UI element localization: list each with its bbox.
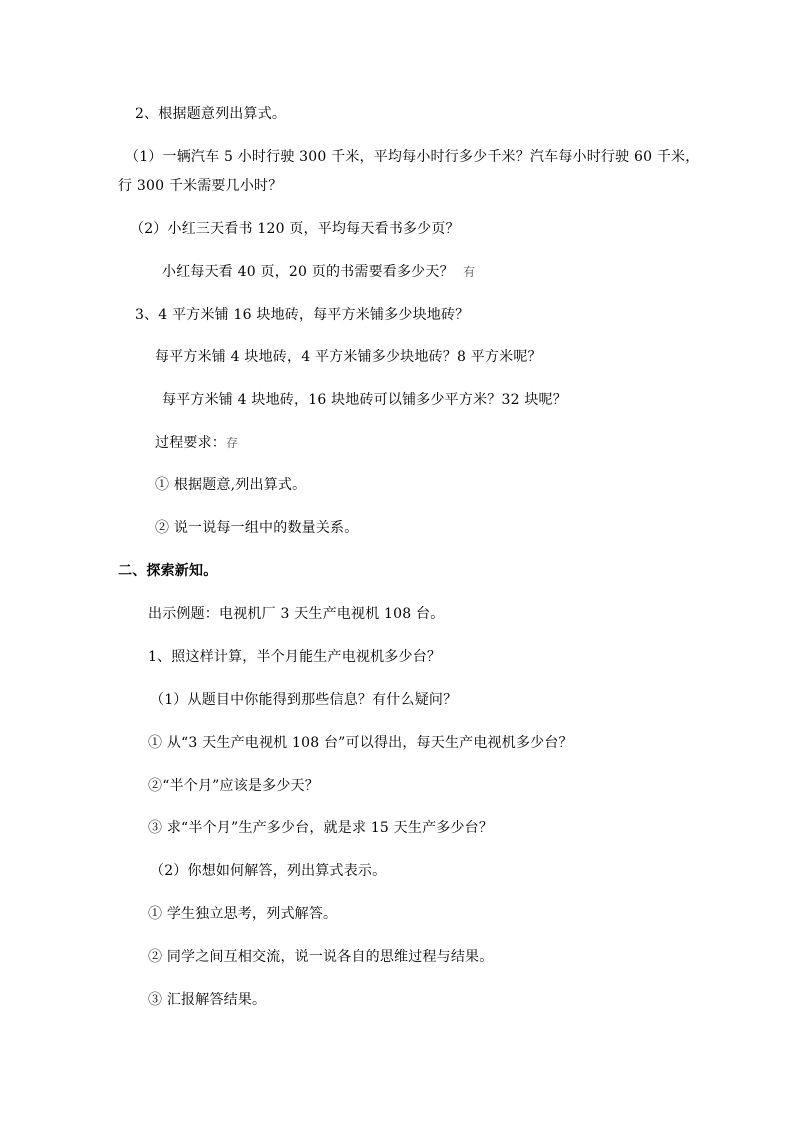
stray-mark-1: 有 [463,265,476,279]
problem-3-followup-2: 每平方米铺 4 块地砖，16 块地砖可以铺多少平方米？32 块呢？ [162,392,567,408]
problem-2-followup [162,262,475,282]
analysis-1: ① 从“3 天生产电视机 108 台”可以得出，每天生产电视机多少台？ [148,735,573,751]
section-explore-heading: 二、探索新知。 [118,563,218,579]
section-3-heading: 3、4 平方米铺 16 块地砖，每平方米铺多少块地砖？ [135,307,470,323]
section-2-heading: 2、根据题意列出算式。 [135,106,287,122]
sub-question-1: （1）从题目中你能得到那些信息？有什么疑问？ [150,692,458,708]
step-3: ③ 汇报解答结果。 [148,992,267,1008]
question-1: 1、照这样计算，半个月能生产电视机多少台？ [148,649,442,665]
problem-2-followup-text: 小红每天看 40 页，20 页的书需要看多少天？ [162,264,454,280]
requirement-1: ① 根据题意,列出算式。 [155,477,307,493]
requirement-2: ② 说一说每一组中的数量关系。 [155,520,359,536]
problem-2-line: （2）小红三天看书 120 页，平均每天看书多少页？ [130,221,460,237]
problem-1-line-1: （1）一辆汽车 5 小时行驶 300 千米，平均每小时行多少千米？汽车每小时行驶 60 千米， [125,149,700,165]
step-1: ① 学生独立思考，列式解答。 [148,906,338,922]
sub-question-2: （2）你想如何解答，列出算式表示。 [150,863,387,879]
example-problem: 出示例题：电视机厂 3 天生产电视机 108 台。 [148,606,445,622]
problem-1-line-2: 行 300 千米需要几小时？ [118,178,283,194]
step-2: ② 同学之间互相交流，说一说各自的思维过程与结果。 [148,949,494,965]
process-requirements [155,433,238,453]
process-requirements-label: 过程要求： [155,435,226,451]
analysis-3: ③ 求“半个月”生产多少台，就是求 15 天生产多少台？ [148,820,494,836]
stray-mark-2: 存 [226,436,239,450]
problem-3-followup-1: 每平方米铺 4 块地砖，4 平方米铺多少块地砖？8 平方米呢？ [155,349,542,365]
analysis-2: ②“半个月”应该是多少天？ [148,778,319,794]
